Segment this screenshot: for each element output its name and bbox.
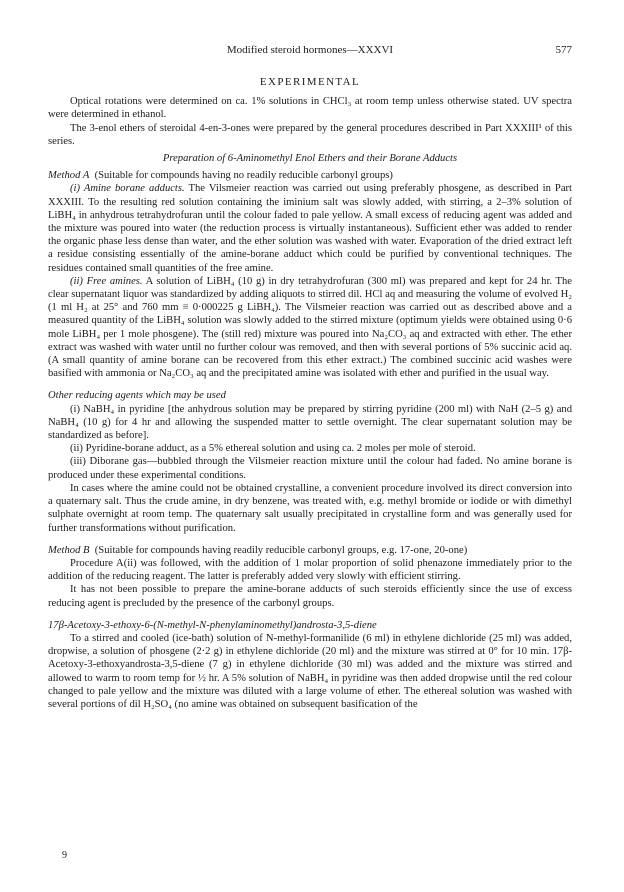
method-b-paragraph-1: Procedure A(ii) was followed, with the addition of 1 molar proportion of solid phenazone immediately prior to the addition of the reducing reagent. The latter is preferably added very slowly with efficient stirring.	[48, 557, 572, 583]
other-reducing-heading: Other reducing agents which may be used	[48, 390, 226, 402]
section-heading: EXPERIMENTAL	[259, 76, 361, 88]
reducing-agent-item-3: (iii) Diborane gas—bubbled through the Vilsmeier reaction mixture until the colour had faded. No amine borane is produced under these experimental conditions.	[48, 456, 572, 481]
preparation-heading: Preparation of 6-Aminomethyl Enol Ethers and their Borane Adducts	[162, 153, 458, 165]
method-b-heading: Method B (Suitable for compounds having readily reducible carbonyl groups, e.g. 17-one, 20-one)	[48, 544, 468, 556]
compound-title: 17β-Acetoxy-3-ethoxy-6-(N-methyl-N-phenylaminomethyl)androsta-3,5-diene	[48, 619, 377, 631]
method-a-free-amines: (ii) Free amines. A solution of LiBH₄ (10 g) in dry tetrahydrofuran (300 ml) was prepared and kept for 24 hr. The clear supernatant liquor was standardized by adding aliquots to stirred dil. HCl aq and measuring the volume of evolved H₂ (1 ml H₂ at 25° and 760 mm ≡ 0·000225 g LiBH₄). The Vilsmeier reaction was carried out as described above and a measured quantity of the LiBH₄ solution was slowly added to the stirred mixture (optimum yields were obtained using 0·6 mole LiBH₄ per 1 mole phosgene). The (still red) mixture was poured into Na₂CO₃ aq and extracted with ether. The ether extract was washed with water until no further colour was removed, and then with several portions of 5% succinic acid aq. (A small quantity of amine borane can be recovered from this ether extract.) The combined succinic acid washes were basified with ammonia or Na₂CO₃ aq and the precipitated amine was isolated with ether and purified in the usual way.	[48, 275, 572, 380]
method-a-heading: Method A (Suitable for compounds having no readily reducible carbonyl groups)	[48, 170, 393, 182]
reducing-agent-item-2: (ii) Pyridine-borane adduct, as a 5% ethereal solution and using ca. 2 moles per mole of steroid.	[70, 443, 476, 455]
quaternary-salt-paragraph: In cases where the amine could not be obtained crystalline, a convenient procedure involved its direct conversion into a quaternary salt. Thus the crude amine, in dry benzene, was treated with, e.g. methyl bromide or iodide or with dimethyl sulphate overnight at room temp. The quaternary salt usually precipitated in crystalline form and was generally used for further transformations without purification.	[48, 482, 572, 534]
running-title: Modified steroid hormones—XXXVI	[226, 44, 394, 56]
method-b-paragraph-2: It has not been possible to prepare the amine-borane adducts of such steroids efficiently since the use of excess reducing agent is precluded by the presence of the carbonyl groups.	[48, 584, 572, 609]
page-number: 577	[555, 44, 572, 56]
intro-paragraph-1: Optical rotations were determined on ca. 1% solutions in CHCl₃ at room temp unless otherwise stated. UV spectra were determined in ethanol.	[48, 96, 572, 121]
method-a-amine-borane: (i) Amine borane adducts. The Vilsmeier reaction was carried out using preferably phosgene, as described in Part XXXIII. To the resulting red solution containing the iminium salt was slowly added, with stirring, a 2–3% solution of LiBH₄ in anhydrous tetrahydrofuran until the colour faded to pale yellow. A small excess of reducing agent was added and the mixture was poured into water (the reduction process is virtually instantaneous). Sufficient ether was added to render the organic phase less dense than water, and the ether solution was washed with water. Evaporation of the dried extract left a residue consisting essentially of the amine-borane adduct which could be purified by conventional techniques. The residues contained small quantities of the free amine.	[48, 183, 572, 274]
compound-procedure: To a stirred and cooled (ice-bath) solution of N-methyl-formanilide (6 ml) in ethylene dichloride (25 ml) was added, dropwise, a solution of phosgene (2·2 g) in ethylene dichloride (20 ml) and the mixture was stirred at 0° for 10 min. 17β-Acetoxy-3-ethoxyandrosta-3,5-diene (7 g) in ethylene dichloride (30 ml) was added and the mixture was stirred and allowed to warm to room temp for ½ hr. A 5% solution of NaBH₄ in pyridine was then added dropwise until the red colour changed to pale yellow and the mixture was diluted with a large volume of ether. The ethereal solution was washed with several portions of dil H₂SO₄ (no amine was obtained on subsequent basification of the	[48, 632, 572, 710]
intro-paragraph-2: The 3-enol ethers of steroidal 4-en-3-ones were prepared by the general procedures described in Part XXXIII¹ of this series.	[48, 122, 572, 147]
paper-page	[48, 44, 572, 711]
footer-mark: 9	[62, 850, 67, 861]
running-header	[48, 44, 572, 62]
reducing-agent-item-1: (i) NaBH₄ in pyridine [the anhydrous solution may be prepared by stirring pyridine (200 ml) with NaH (2–5 g) and NaBH₄ (10 g) for 4 hr and allowing the suspended matter to settle overnight. The clear supernatant solution may be standardized as before].	[48, 403, 572, 442]
